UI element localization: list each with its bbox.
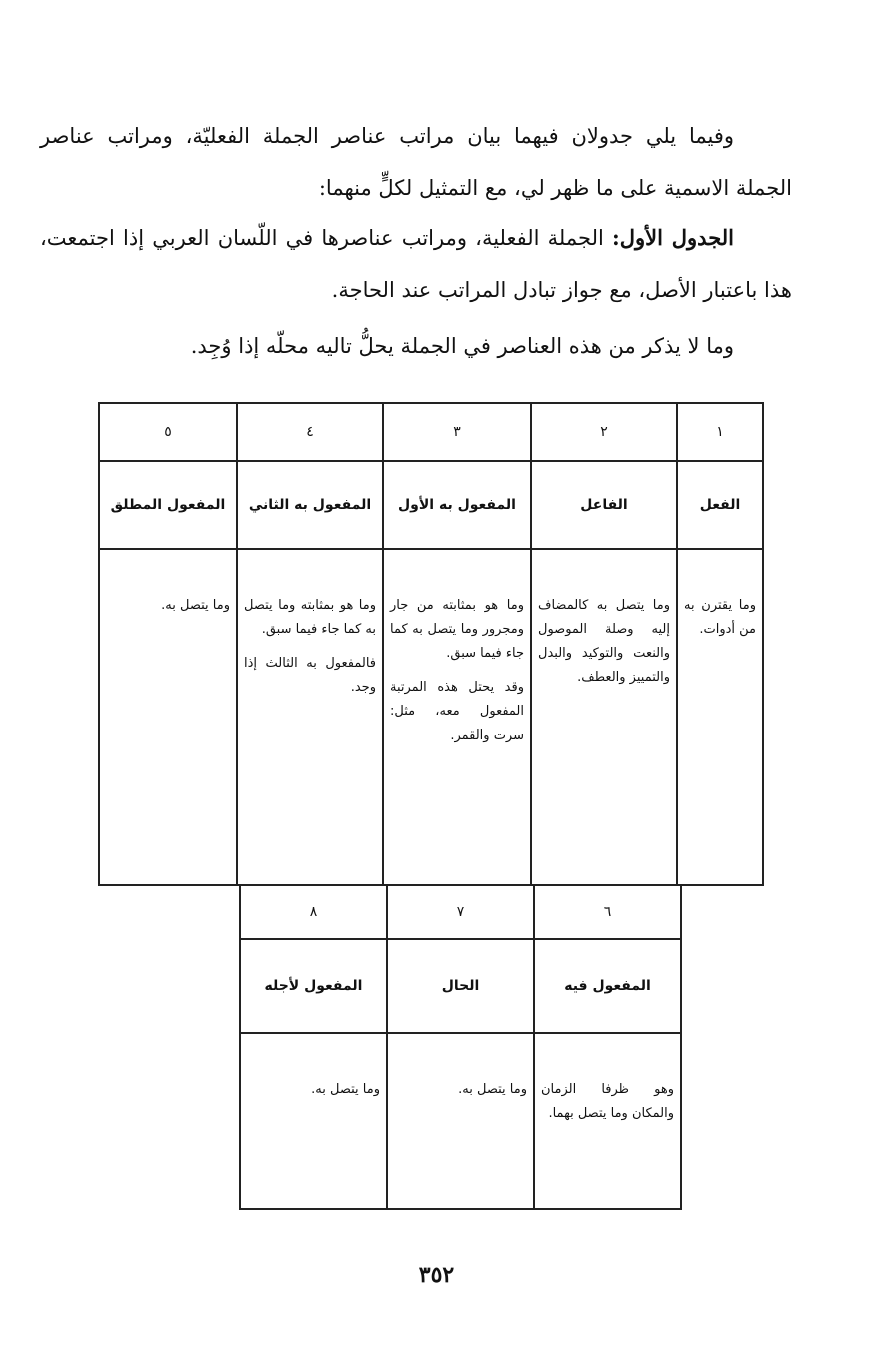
cell-note: فالمفعول به الثالث إذا وجد.	[244, 656, 376, 695]
table-header-row	[240, 939, 681, 1033]
column-header: الفعل	[677, 461, 763, 549]
table-cell: وما يقترن به من أدوات.	[677, 549, 763, 885]
note-paragraph: وما لا يذكر من هذه العناصر في الجملة يحلُّ تاليه محلّه إذا وُجِد.	[190, 334, 734, 358]
verbal-sentence-table-continued	[239, 884, 682, 1210]
table-heading-label: الجدول الأول:	[612, 225, 734, 250]
column-number: ٥	[99, 403, 237, 461]
cell-text: وما هو بمثابته وما يتصل به كما جاء فيما سبق.	[244, 598, 376, 637]
column-header: المفعول المطلق	[99, 461, 237, 549]
column-number: ٣	[383, 403, 531, 461]
column-header: الحال	[387, 939, 534, 1033]
table-cell: وما يتصل به.	[99, 549, 237, 885]
column-number: ٧	[387, 885, 534, 939]
table-header-row	[99, 461, 763, 549]
column-header: المفعول فيه	[534, 939, 681, 1033]
column-number: ١	[677, 403, 763, 461]
table-cell	[237, 549, 383, 885]
column-number: ٤	[237, 403, 383, 461]
table-body-row	[240, 1033, 681, 1209]
page-number: ٣٥٢	[418, 1262, 455, 1288]
column-header: المفعول به الأول	[383, 461, 531, 549]
column-number: ٦	[534, 885, 681, 939]
table-heading-text: الجملة الفعلية، ومراتب عناصرها في اللّسان العربي إذا اجتمعت، هذا باعتبار الأصل، مع جواز تبادل المراتب عند الحاجة.	[40, 226, 792, 302]
intro-paragraph: وفيما يلي جدولان فيهما بيان مراتب عناصر الجملة الفعليّة، ومراتب عناصر الجملة الاسمية على ما ظهر لي، مع التمثيل لكلٍّ منهما:	[40, 124, 792, 200]
table-cell	[383, 549, 531, 885]
table-cell: وما يتصل به.	[387, 1033, 534, 1209]
cell-text: وما هو بمثابته من جار ومجرور وما يتصل به كما جاء فيما سبق.	[390, 598, 524, 661]
table-cell: وهو ظرفا الزمان والمكان وما يتصل بهما.	[534, 1033, 681, 1209]
cell-note: وقد يحتل هذه المرتبة المفعول معه، مثل: سرت والقمر.	[390, 680, 524, 743]
table-number-row	[240, 885, 681, 939]
column-number: ٢	[531, 403, 677, 461]
column-header: المفعول به الثاني	[237, 461, 383, 549]
table-cell: وما يتصل به كالمضاف إليه وصلة الموصول والنعت والتوكيد والبدل والتمييز والعطف.	[531, 549, 677, 885]
column-header: الفاعل	[531, 461, 677, 549]
table-body-row	[99, 549, 763, 885]
verbal-sentence-table	[98, 402, 764, 886]
column-header: المفعول لأجله	[240, 939, 387, 1033]
table-cell: وما يتصل به.	[240, 1033, 387, 1209]
column-number: ٨	[240, 885, 387, 939]
table-number-row	[99, 403, 763, 461]
table-heading-paragraph	[40, 212, 792, 316]
